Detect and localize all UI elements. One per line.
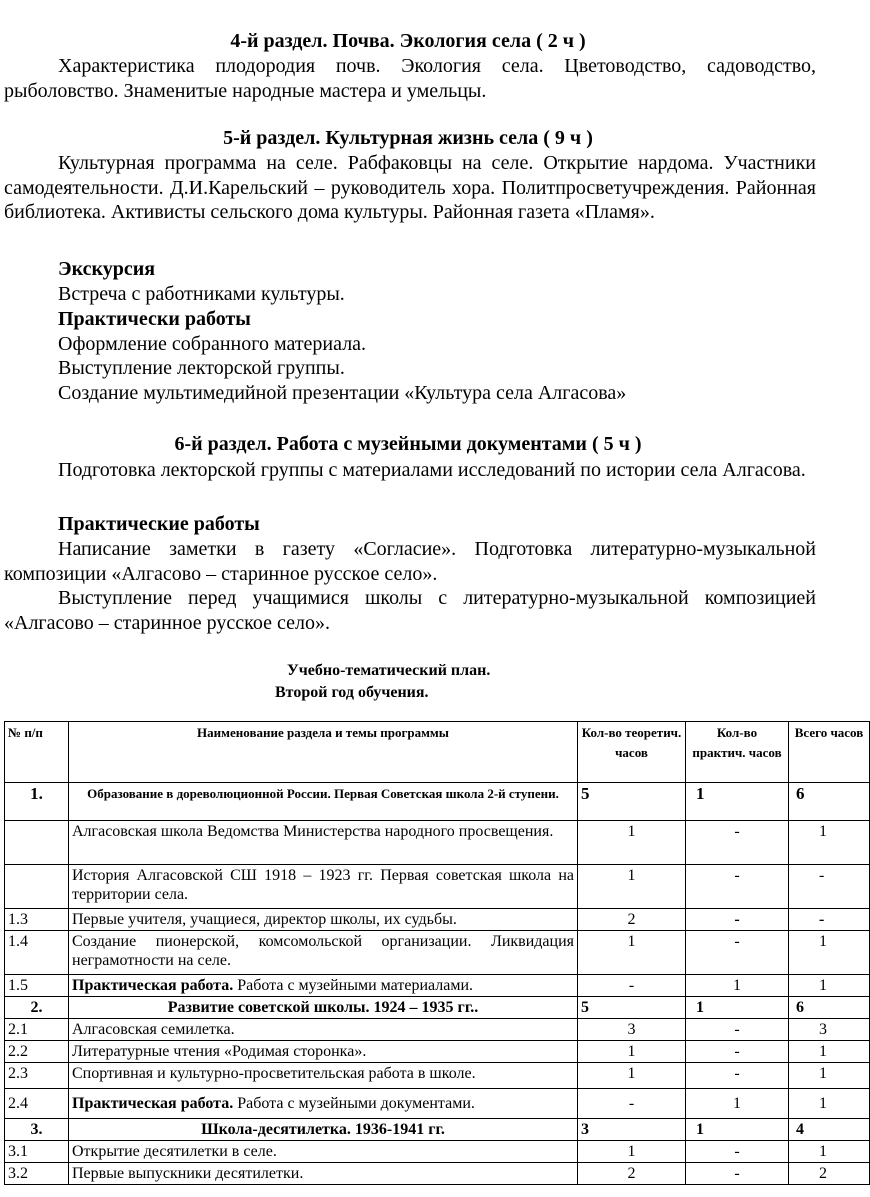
cell-num: 2.1 bbox=[5, 1019, 69, 1041]
table-row bbox=[5, 865, 870, 909]
cell-theory: 5 bbox=[578, 997, 686, 1019]
cell-total: - bbox=[789, 865, 870, 909]
cell-name: Алгасовская семилетка. bbox=[69, 1019, 578, 1041]
section-6-text: Подготовка лекторской группы с материалами исследований по истории села Алгасова. bbox=[58, 459, 806, 481]
cell-num: 3.2 bbox=[5, 1163, 69, 1185]
cell-theory: 3 bbox=[578, 1019, 686, 1041]
cell-practice: - bbox=[686, 931, 789, 975]
cell-total: 6 bbox=[789, 783, 870, 821]
section-6-practical-label: Практические работы bbox=[58, 513, 260, 535]
cell-theory: 1 bbox=[578, 1063, 686, 1089]
cell-theory: 1 bbox=[578, 931, 686, 975]
cell-num: 3.1 bbox=[5, 1141, 69, 1163]
cell-total: 1 bbox=[789, 1089, 870, 1119]
table-row-section-3 bbox=[5, 1119, 870, 1141]
cell-practice: - bbox=[686, 1019, 789, 1041]
cell-num: 2. bbox=[5, 997, 69, 1019]
header-name: Наименование раздела и темы программы bbox=[69, 722, 578, 783]
section-5-excursion-text: Встреча с работниками культуры. bbox=[58, 283, 345, 305]
cell-num: 2.3 bbox=[5, 1063, 69, 1089]
cell-total: 6 bbox=[789, 997, 870, 1019]
section-5-practical-label: Практически работы bbox=[58, 308, 251, 330]
cell-num: 3. bbox=[5, 1119, 69, 1141]
cell-practice: - bbox=[686, 1163, 789, 1185]
cell-practice: 1 bbox=[686, 1089, 789, 1119]
table-header-row bbox=[5, 722, 870, 783]
cell-total: 2 bbox=[789, 1163, 870, 1185]
cell-name: История Алгасовской СШ 1918 – 1923 гг. Первая советская школа на территории села. bbox=[69, 865, 578, 909]
cell-name bbox=[69, 975, 578, 997]
table-row bbox=[5, 931, 870, 975]
practical-work-text: Работа с музейными материалами. bbox=[233, 977, 474, 994]
cell-num bbox=[5, 865, 69, 909]
cell-num: 1.4 bbox=[5, 931, 69, 975]
cell-name: Образование в дореволюционной России. Первая Советская школа 2-й ступени. bbox=[69, 783, 578, 821]
cell-num: 2.4 bbox=[5, 1089, 69, 1119]
cell-practice: 1 bbox=[686, 997, 789, 1019]
cell-practice: - bbox=[686, 1063, 789, 1089]
section-5-excursion-label: Экскурсия bbox=[58, 258, 156, 280]
table-row bbox=[5, 909, 870, 931]
section-4-title: 4-й раздел. Почва. Экология села ( 2 ч ) bbox=[230, 30, 586, 52]
table-row-section-1 bbox=[5, 783, 870, 821]
cell-practice: 1 bbox=[686, 783, 789, 821]
cell-num: 1.5 bbox=[5, 975, 69, 997]
cell-practice: - bbox=[686, 909, 789, 931]
cell-theory: 2 bbox=[578, 1163, 686, 1185]
cell-name: Литературные чтения «Родимая сторонка». bbox=[69, 1041, 578, 1063]
header-theory: Кол-во теоретич. часов bbox=[578, 722, 686, 783]
practical-work-label: Практическая работа. bbox=[72, 1095, 234, 1112]
cell-num: 1.3 bbox=[5, 909, 69, 931]
cell-theory: 5 bbox=[578, 783, 686, 821]
practical-work-label: Практическая работа. bbox=[72, 977, 234, 994]
cell-theory: 1 bbox=[578, 1141, 686, 1163]
cell-theory: - bbox=[578, 975, 686, 997]
cell-practice: - bbox=[686, 865, 789, 909]
section-4-text: Характеристика плодородия почв. Экология села. Цветоводство, садоводство, рыболовство. Знаменитые народные мастера и умельцы. bbox=[4, 55, 816, 102]
cell-theory: 2 bbox=[578, 909, 686, 931]
section-6-title: 6-й раздел. Работа с музейными документами ( 5 ч ) bbox=[174, 433, 642, 455]
cell-total: 1 bbox=[789, 1141, 870, 1163]
cell-theory: - bbox=[578, 1089, 686, 1119]
cell-total: 1 bbox=[789, 931, 870, 975]
section-5-text: Культурная программа на селе. Рабфаковцы на селе. Открытие нардома. Участники самодеятельности. Д.И.Карельский – руководитель хора. Политпросветучреждения. Районная библиотека. Активисты сельского дома культуры. Районная газета «Пламя». bbox=[4, 152, 816, 223]
table-row bbox=[5, 1063, 870, 1089]
header-total: Всего часов bbox=[789, 722, 870, 783]
plan-title: Учебно-тематический план. bbox=[287, 662, 491, 679]
cell-theory: 1 bbox=[578, 865, 686, 909]
cell-name: Первые выпускники десятилетки. bbox=[69, 1163, 578, 1185]
cell-name: Создание пионерской, комсомольской организации. Ликвидация неграмотности на селе. bbox=[69, 931, 578, 975]
table-row bbox=[5, 1089, 870, 1119]
table-row bbox=[5, 1141, 870, 1163]
cell-total: 1 bbox=[789, 1041, 870, 1063]
practical-work-text: Работа с музейными документами. bbox=[233, 1095, 475, 1112]
table-row-section-2 bbox=[5, 997, 870, 1019]
cell-total: 1 bbox=[789, 975, 870, 997]
table-row bbox=[5, 1163, 870, 1185]
cell-total: 1 bbox=[789, 821, 870, 865]
thematic-plan-table bbox=[4, 721, 870, 1185]
header-num: № п/п bbox=[5, 722, 69, 783]
section-5-title: 5-й раздел. Культурная жизнь села ( 9 ч ) bbox=[223, 127, 593, 149]
section-5-practical-3: Создание мультимедийной презентации «Культура села Алгасова» bbox=[58, 382, 627, 404]
table-row bbox=[5, 1041, 870, 1063]
cell-num: 2.2 bbox=[5, 1041, 69, 1063]
cell-practice: - bbox=[686, 821, 789, 865]
table-row bbox=[5, 975, 870, 997]
cell-num bbox=[5, 821, 69, 865]
cell-name: Алгасовская школа Ведомства Министерства народного просвещения. bbox=[69, 821, 578, 865]
cell-practice: 1 bbox=[686, 975, 789, 997]
cell-name bbox=[69, 1089, 578, 1119]
cell-theory: 1 bbox=[578, 1041, 686, 1063]
header-practice: Кол-во практич. часов bbox=[686, 722, 789, 783]
cell-name: Школа-десятилетка. 1936-1941 гг. bbox=[69, 1119, 578, 1141]
section-6-practical-1: Написание заметки в газету «Согласие». Подготовка литературно-музыкальной композиции «Алгасово – старинное русское село». bbox=[4, 538, 816, 585]
section-5-practical-1: Оформление собранного материала. bbox=[58, 333, 367, 355]
cell-name: Спортивная и культурно-просветительская работа в школе. bbox=[69, 1063, 578, 1089]
section-6-practical-2: Выступление перед учащимися школы с литературно-музыкальной композицией «Алгасово – старинное русское село». bbox=[4, 587, 816, 634]
cell-name: Развитие советской школы. 1924 – 1935 гг.. bbox=[69, 997, 578, 1019]
cell-name: Первые учителя, учащиеся, директор школы, их судьбы. bbox=[69, 909, 578, 931]
table-row bbox=[5, 821, 870, 865]
cell-total: 4 bbox=[789, 1119, 870, 1141]
cell-total: - bbox=[789, 909, 870, 931]
cell-theory: 1 bbox=[578, 821, 686, 865]
cell-total: 1 bbox=[789, 1063, 870, 1089]
cell-practice: - bbox=[686, 1141, 789, 1163]
plan-subtitle: Второй год обучения. bbox=[275, 684, 429, 701]
cell-name: Открытие десятилетки в селе. bbox=[69, 1141, 578, 1163]
cell-practice: 1 bbox=[686, 1119, 789, 1141]
cell-total: 3 bbox=[789, 1019, 870, 1041]
table-row bbox=[5, 1019, 870, 1041]
cell-num: 1. bbox=[5, 783, 69, 821]
cell-practice: - bbox=[686, 1041, 789, 1063]
cell-theory: 3 bbox=[578, 1119, 686, 1141]
section-5-practical-2: Выступление лекторской группы. bbox=[58, 357, 345, 379]
